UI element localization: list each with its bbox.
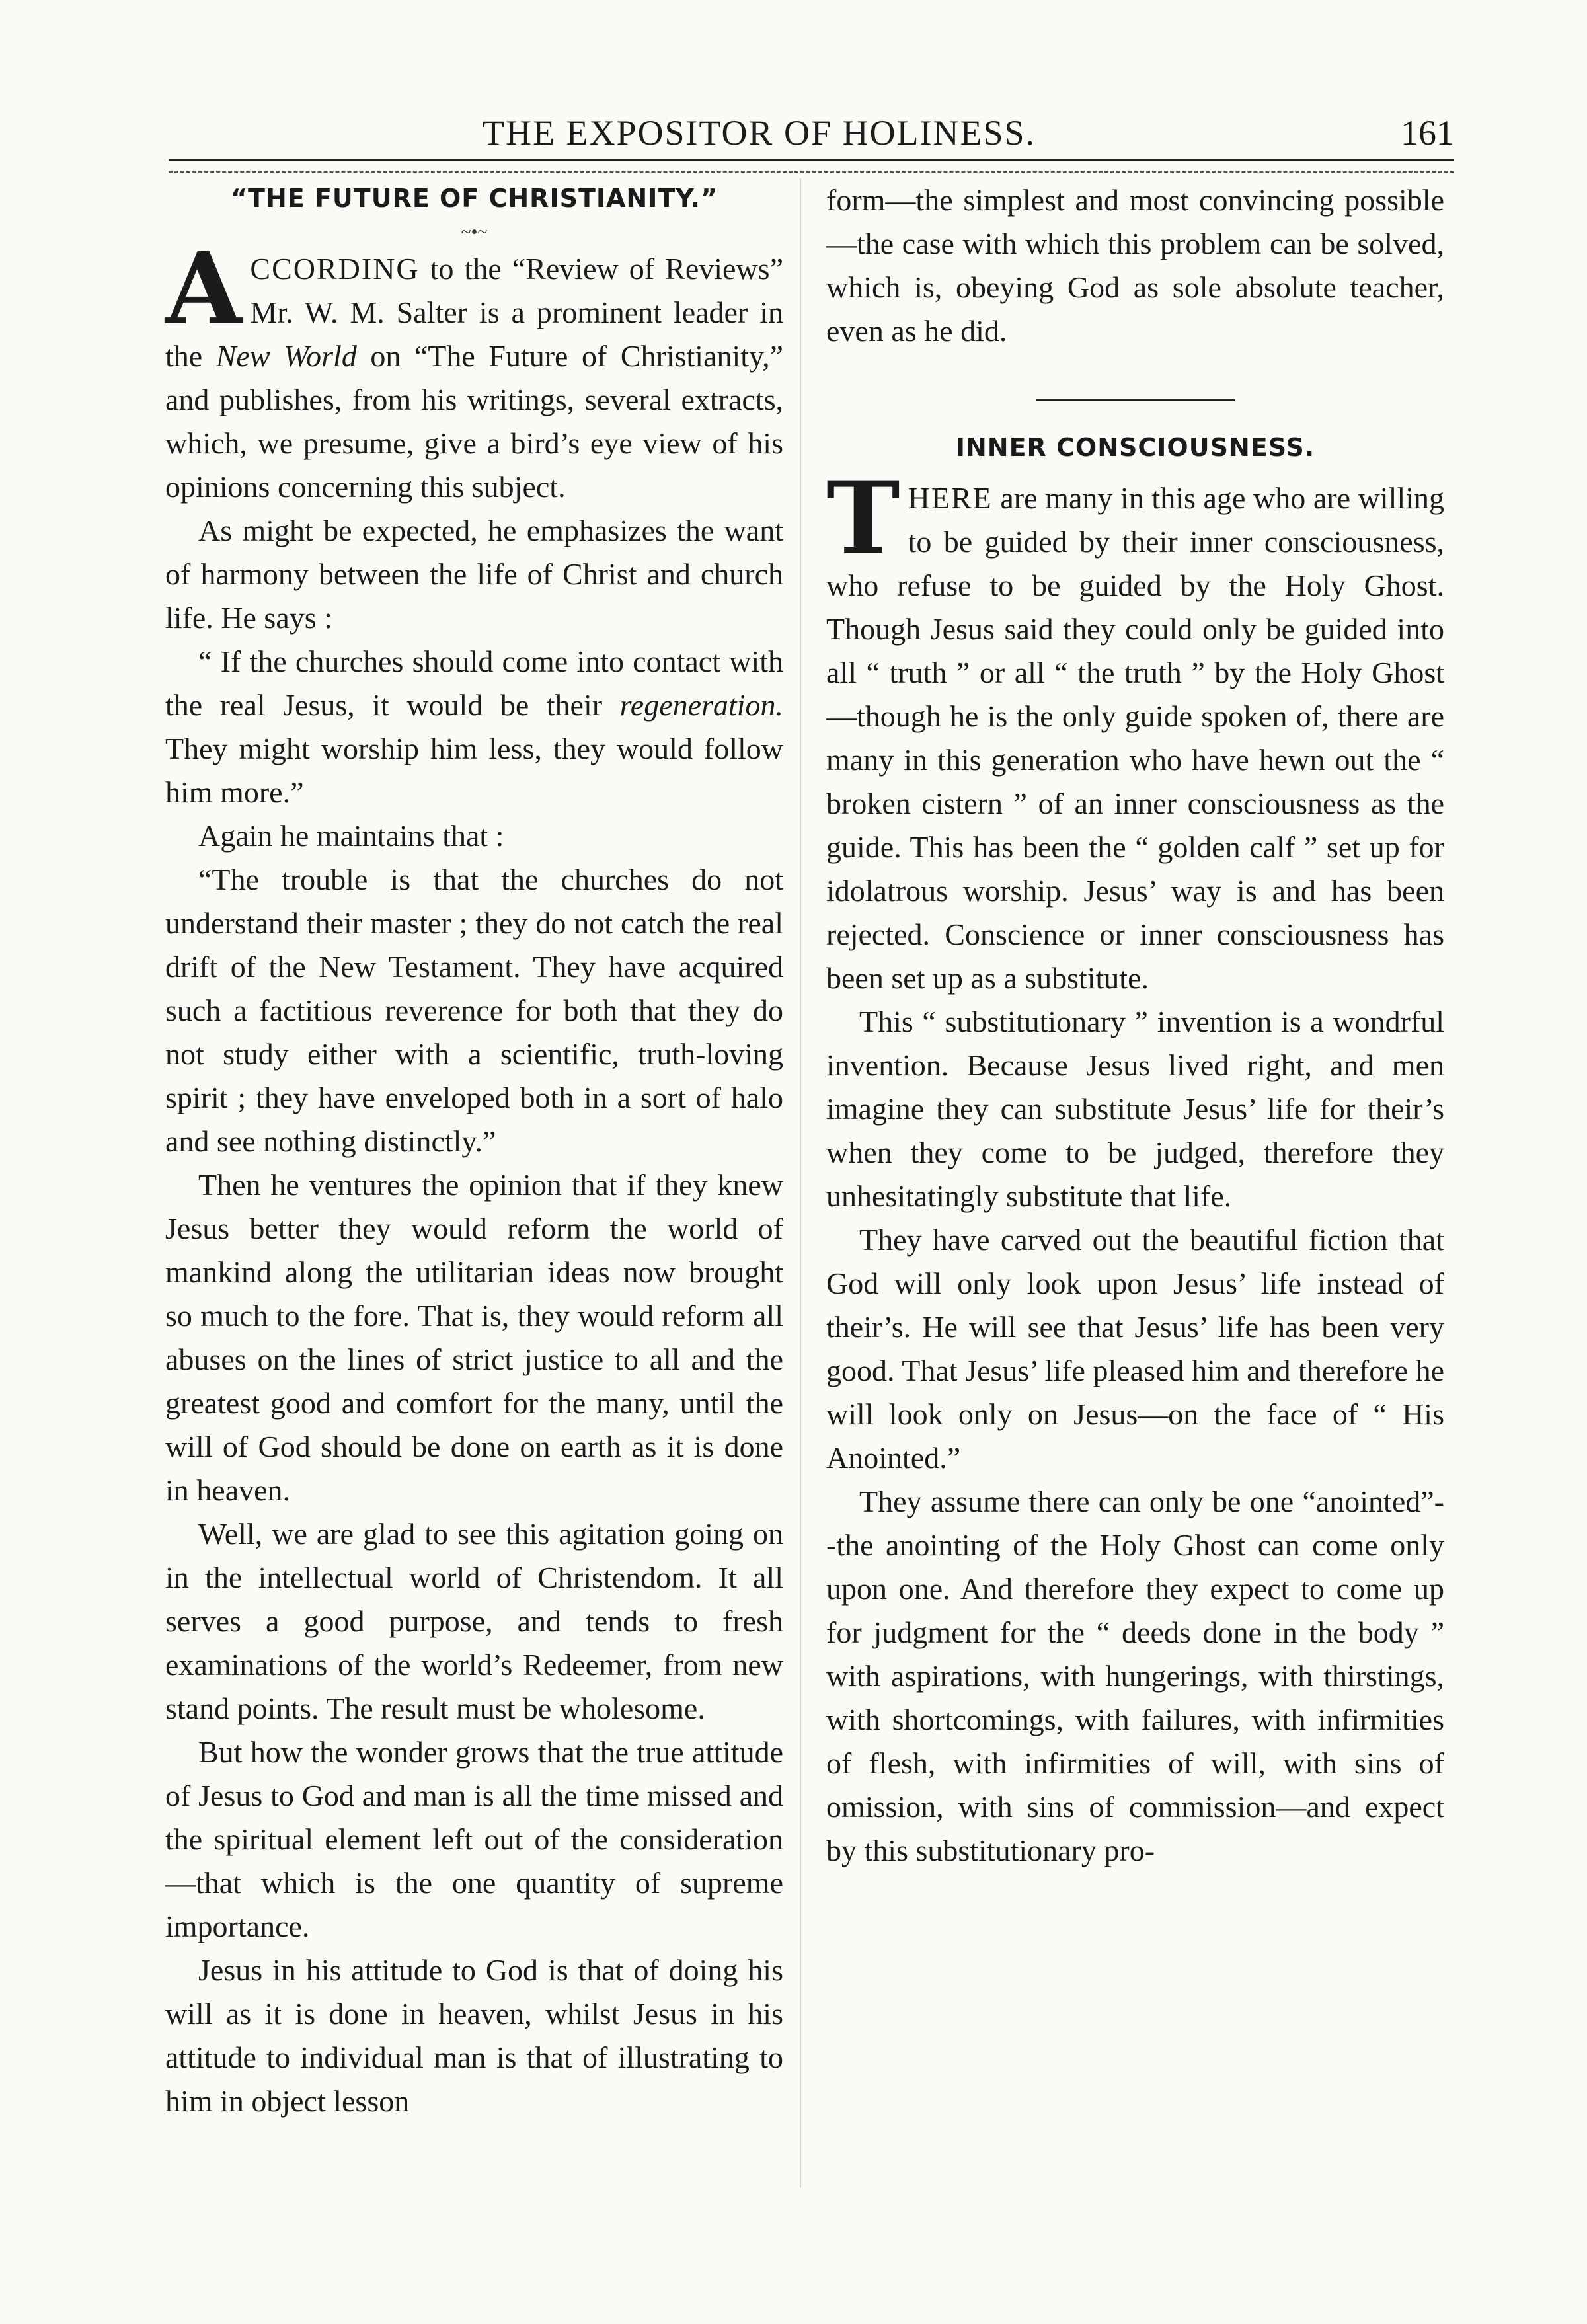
article-title-inner-consciousness: INNER CONSCIOUSNESS. [955,433,1315,462]
article1-paragraph-7: Well, we are glad to see this agitation going on in the intellectual world of Christendom. It all serves a good purpose, and tends to fresh examinations of the world’s Redeemer, from new stand points. The result must be wholesome. [165,1517,783,1725]
text-run: They might worship him less, they would follow him more.” [165,732,783,809]
dropcap-letter-a: A [165,231,243,347]
article2-paragraph-4: They assume there can only be one “anointed”--the anointing of the Holy Ghost can come only upon one. And therefore they expect to come up for judgment for the “ deeds done in the body ” with aspirations, with hungerings, with thirstings, with shortcomings, with failures, with infirmities of flesh, with infirmities of will, with sins of omission, with sins of commission—and expect by this substitutionary pro- [826,1485,1444,1867]
text-run: “ If the churches should come into contact with the real Jesus, it would be their [165,644,783,722]
header-rule [169,159,1454,161]
text-run: are many in this age who are willing to be guided by their inner consciousness, who refuse to be guided by the Holy Ghost. Though Jesus said they could only be guided into all “ truth ” or all “ the truth ” by the Holy Ghost—though he is the only guide spoken of, there are many in this generation who have hewn out the “ broken cistern ” of an inner consciousness as the guide. This has been the “ golden calf ” set up for idolatrous worship. Jesus’ way is and has been rejected. Conscience or inner consciousness has been set up as a substitute. [826,481,1444,995]
article1-paragraph-3 [165,640,783,814]
running-header [172,112,1454,165]
article2-paragraph-1 [826,460,1444,1000]
article1-paragraph-8: But how the wonder grows that the true attitude of Jesus to God and man is all the time missed and the spiritual element left out of the consideration—that which is the one quantity of supreme importance. [165,1735,783,1943]
article2-paragraph-3: They have carved out the beautiful fiction that God will only look upon Jesus’ life instead of their’s. He will see that Jesus’ life has been very good. That Jesus’ life pleased him and therefore he will look only on Jesus—on the face of “ His Anointed.” [826,1223,1444,1475]
dropcap-letter-t: T [826,460,900,576]
article-title-future-of-christianity: “THE FUTURE OF CHRISTIANITY.” [231,184,718,213]
article1-paragraph-6: Then he ventures the opinion that if they knew Jesus better they would reform the world of mankind along the utilitarian ideas now brought so much to the fore. That is, they would reform all abuses on the lines of strict justice to all and the greatest good and comfort for the many, until the will of God should be done on earth as it is done in heaven. [165,1168,783,1507]
header-dashed-rule [169,171,1454,173]
article1-paragraph-4: Again he maintains that : [198,819,504,853]
column-divider [800,178,801,2188]
left-column [165,178,783,2123]
article1-paragraph-5: “The trouble is that the churches do not understand their master ; they do not catch the real drift of the New Testament. They have acquired such a factitious reverence for both that they do not study either with a scientific, truth-loving spirit ; they have enveloped both in a sort of halo and see nothing distinctly.” [165,863,783,1158]
section-separator-rule [1036,399,1235,401]
first-word: CCORDING [250,252,420,286]
text-run: to the “Review of Reviews” Mr. W. M. Salter is a prominent leader in the [165,252,783,373]
article1-paragraph-1 [165,231,783,509]
italic-text: New World [215,339,357,373]
running-title: THE EXPOSITOR OF HOLINESS. [483,113,1036,153]
article1-paragraph-2: As might be expected, he emphasizes the want of harmony between the life of Christ and church life. He says : [165,514,783,635]
italic-text: regeneration. [619,688,783,722]
text-run: on “The Future of Christianity,” and publishes, from his writings, several extracts, which, we presume, give a bird’s eye view of his opinions concerning this subject. [165,339,783,504]
right-column [826,178,1444,1873]
page-number: 161 [1401,113,1454,153]
article1-paragraph-9: Jesus in his attitude to God is that of doing his will as it is done in heaven, whilst Jesus in his attitude to individual man is that of illustrating to him in object lesson [165,1953,783,2118]
article1-paragraph-continued: form—the simplest and most convincing possible—the case with which this problem can be solved, which is, obeying God as sole absolute teacher, even as he did. [826,183,1444,348]
first-word: HERE [908,481,993,515]
title-ornament: ~•~ [461,222,488,243]
article2-paragraph-2: This “ substitutionary ” invention is a wondrful invention. Because Jesus lived right, and men imagine they can substitute Jesus’ life for their’s when they come to be judged, therefore they unhesitatingly substitute that life. [826,1005,1444,1213]
